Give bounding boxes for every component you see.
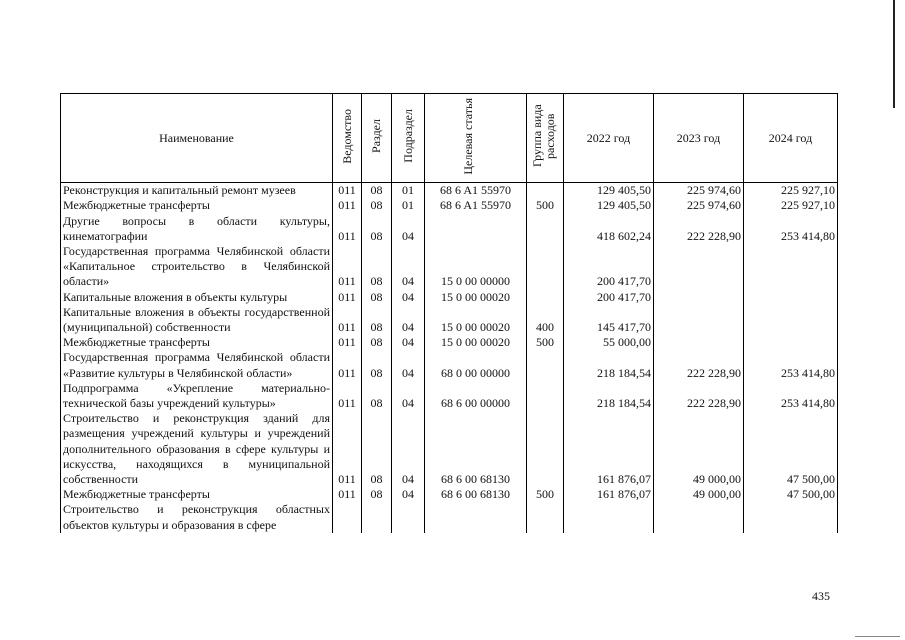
- table-row: [61, 290, 838, 305]
- table-row: [61, 381, 838, 411]
- header-expense-group: Группа вида расходов: [527, 94, 564, 183]
- row-subsection: 04: [392, 214, 425, 244]
- page-number: 435: [812, 589, 830, 603]
- row-target: [425, 214, 527, 244]
- row-ministry: 011: [333, 214, 362, 244]
- row-2024: [744, 244, 838, 290]
- row-2024: [744, 502, 838, 532]
- row-2023: [654, 502, 744, 532]
- row-ministry: 011: [333, 335, 362, 350]
- table-row: [61, 183, 838, 199]
- row-2023: 49 000,00: [654, 487, 744, 502]
- row-2023: 222 228,90: [654, 214, 744, 244]
- row-subsection: 01: [392, 198, 425, 213]
- row-subsection: 04: [392, 487, 425, 502]
- row-expense-group: 500: [527, 198, 564, 213]
- row-2024: 253 414,80: [744, 381, 838, 411]
- row-name: Строительство и реконструкция областных объектов культуры и образования в сфере: [61, 502, 333, 532]
- row-section: 08: [362, 335, 392, 350]
- row-2024: [744, 335, 838, 350]
- row-2022: [564, 502, 654, 532]
- row-2022: 161 876,07: [564, 487, 654, 502]
- row-2024: 253 414,80: [744, 214, 838, 244]
- row-section: 08: [362, 411, 392, 487]
- row-subsection: 01: [392, 183, 425, 199]
- row-name: Реконструкция и капитальный ремонт музеев: [61, 183, 333, 199]
- row-name: Подпрограмма «Укрепление материально-технической базы учреждений культуры»: [61, 381, 333, 411]
- header-row: [61, 94, 838, 183]
- header-section: Раздел: [362, 94, 392, 183]
- row-2023: 49 000,00: [654, 411, 744, 487]
- row-2023: [654, 244, 744, 290]
- row-name: Строительство и реконструкция зданий для размещения учреждений культуры и учреждений дополнительного образования в сфере культуры и искусства, находящихся в муниципальной собственности: [61, 411, 333, 487]
- row-target: 68 0 00 00000: [425, 350, 527, 380]
- header-subsection: Подраздел: [392, 94, 425, 183]
- row-section: 08: [362, 381, 392, 411]
- table-row: [61, 335, 838, 350]
- row-expense-group: [527, 183, 564, 199]
- row-2022: 418 602,24: [564, 214, 654, 244]
- row-ministry: 011: [333, 198, 362, 213]
- table-row: [61, 214, 838, 244]
- row-2023: 222 228,90: [654, 381, 744, 411]
- row-target: 68 6 A1 55970: [425, 198, 527, 213]
- row-2023: 225 974,60: [654, 183, 744, 199]
- row-target: 68 6 A1 55970: [425, 183, 527, 199]
- row-target: 15 0 00 00000: [425, 244, 527, 290]
- row-2022: 200 417,70: [564, 290, 654, 305]
- row-section: 08: [362, 198, 392, 213]
- header-target: Целевая статья: [425, 94, 527, 183]
- row-2023: 225 974,60: [654, 198, 744, 213]
- scan-mark: [855, 636, 900, 637]
- row-2022: 55 000,00: [564, 335, 654, 350]
- row-subsection: 04: [392, 244, 425, 290]
- row-subsection: 04: [392, 335, 425, 350]
- row-2022: 218 184,54: [564, 350, 654, 380]
- row-2023: [654, 335, 744, 350]
- row-2022: 129 405,50: [564, 183, 654, 199]
- row-target: [425, 502, 527, 532]
- row-section: 08: [362, 244, 392, 290]
- row-expense-group: 400: [527, 305, 564, 335]
- row-expense-group: [527, 381, 564, 411]
- row-2024: 253 414,80: [744, 350, 838, 380]
- row-name: Капитальные вложения в объекты культуры: [61, 290, 333, 305]
- header-ministry: Ведомство: [333, 94, 362, 183]
- row-ministry: 011: [333, 381, 362, 411]
- row-2022: 161 876,07: [564, 411, 654, 487]
- row-2022: 218 184,54: [564, 381, 654, 411]
- table-row: [61, 411, 838, 487]
- table-row: [61, 487, 838, 502]
- table-row: [61, 198, 838, 213]
- margin-rule: [893, 0, 895, 108]
- row-expense-group: [527, 411, 564, 487]
- row-subsection: [392, 502, 425, 532]
- row-2024: 47 500,00: [744, 487, 838, 502]
- row-expense-group: 500: [527, 487, 564, 502]
- row-expense-group: 500: [527, 335, 564, 350]
- row-section: [362, 502, 392, 532]
- budget-table: [60, 93, 838, 533]
- row-ministry: 011: [333, 411, 362, 487]
- row-name: Капитальные вложения в объекты государственной (муниципальной) собственности: [61, 305, 333, 335]
- header-2023: 2023 год: [654, 94, 744, 183]
- row-ministry: 011: [333, 290, 362, 305]
- row-expense-group: [527, 214, 564, 244]
- row-expense-group: [527, 290, 564, 305]
- header-2022: 2022 год: [564, 94, 654, 183]
- table-row: [61, 502, 838, 532]
- row-ministry: 011: [333, 244, 362, 290]
- row-target: 68 6 00 68130: [425, 487, 527, 502]
- row-name: Межбюджетные трансферты: [61, 335, 333, 350]
- row-subsection: 04: [392, 305, 425, 335]
- row-2024: [744, 290, 838, 305]
- row-ministry: 011: [333, 305, 362, 335]
- row-subsection: 04: [392, 381, 425, 411]
- row-section: 08: [362, 350, 392, 380]
- row-section: 08: [362, 487, 392, 502]
- row-target: 15 0 00 00020: [425, 305, 527, 335]
- header-name: Наименование: [61, 94, 333, 183]
- row-2024: [744, 305, 838, 335]
- row-target: 68 6 00 00000: [425, 381, 527, 411]
- row-subsection: 04: [392, 290, 425, 305]
- row-expense-group: [527, 502, 564, 532]
- row-2023: [654, 305, 744, 335]
- table-row: [61, 350, 838, 380]
- row-name: Другие вопросы в области культуры, кинематографии: [61, 214, 333, 244]
- row-2023: [654, 290, 744, 305]
- row-section: 08: [362, 290, 392, 305]
- row-ministry: 011: [333, 183, 362, 199]
- row-target: 15 0 00 00020: [425, 335, 527, 350]
- row-2024: 225 927,10: [744, 198, 838, 213]
- row-ministry: [333, 502, 362, 532]
- row-ministry: 011: [333, 350, 362, 380]
- row-ministry: 011: [333, 487, 362, 502]
- row-2024: 47 500,00: [744, 411, 838, 487]
- row-2023: 222 228,90: [654, 350, 744, 380]
- header-2024: 2024 год: [744, 94, 838, 183]
- row-target: 15 0 00 00020: [425, 290, 527, 305]
- row-2022: 145 417,70: [564, 305, 654, 335]
- row-section: 08: [362, 305, 392, 335]
- row-2022: 200 417,70: [564, 244, 654, 290]
- row-subsection: 04: [392, 350, 425, 380]
- table-row: [61, 305, 838, 335]
- table-row: [61, 244, 838, 290]
- row-name: Межбюджетные трансферты: [61, 198, 333, 213]
- row-name: Государственная программа Челябинской области «Развитие культуры в Челябинской области»: [61, 350, 333, 380]
- row-expense-group: [527, 350, 564, 380]
- row-section: 08: [362, 183, 392, 199]
- row-name: Межбюджетные трансферты: [61, 487, 333, 502]
- row-section: 08: [362, 214, 392, 244]
- row-subsection: 04: [392, 411, 425, 487]
- row-2022: 129 405,50: [564, 198, 654, 213]
- row-target: 68 6 00 68130: [425, 411, 527, 487]
- row-expense-group: [527, 244, 564, 290]
- row-name: Государственная программа Челябинской области «Капитальное строительство в Челябинской области»: [61, 244, 333, 290]
- row-2024: 225 927,10: [744, 183, 838, 199]
